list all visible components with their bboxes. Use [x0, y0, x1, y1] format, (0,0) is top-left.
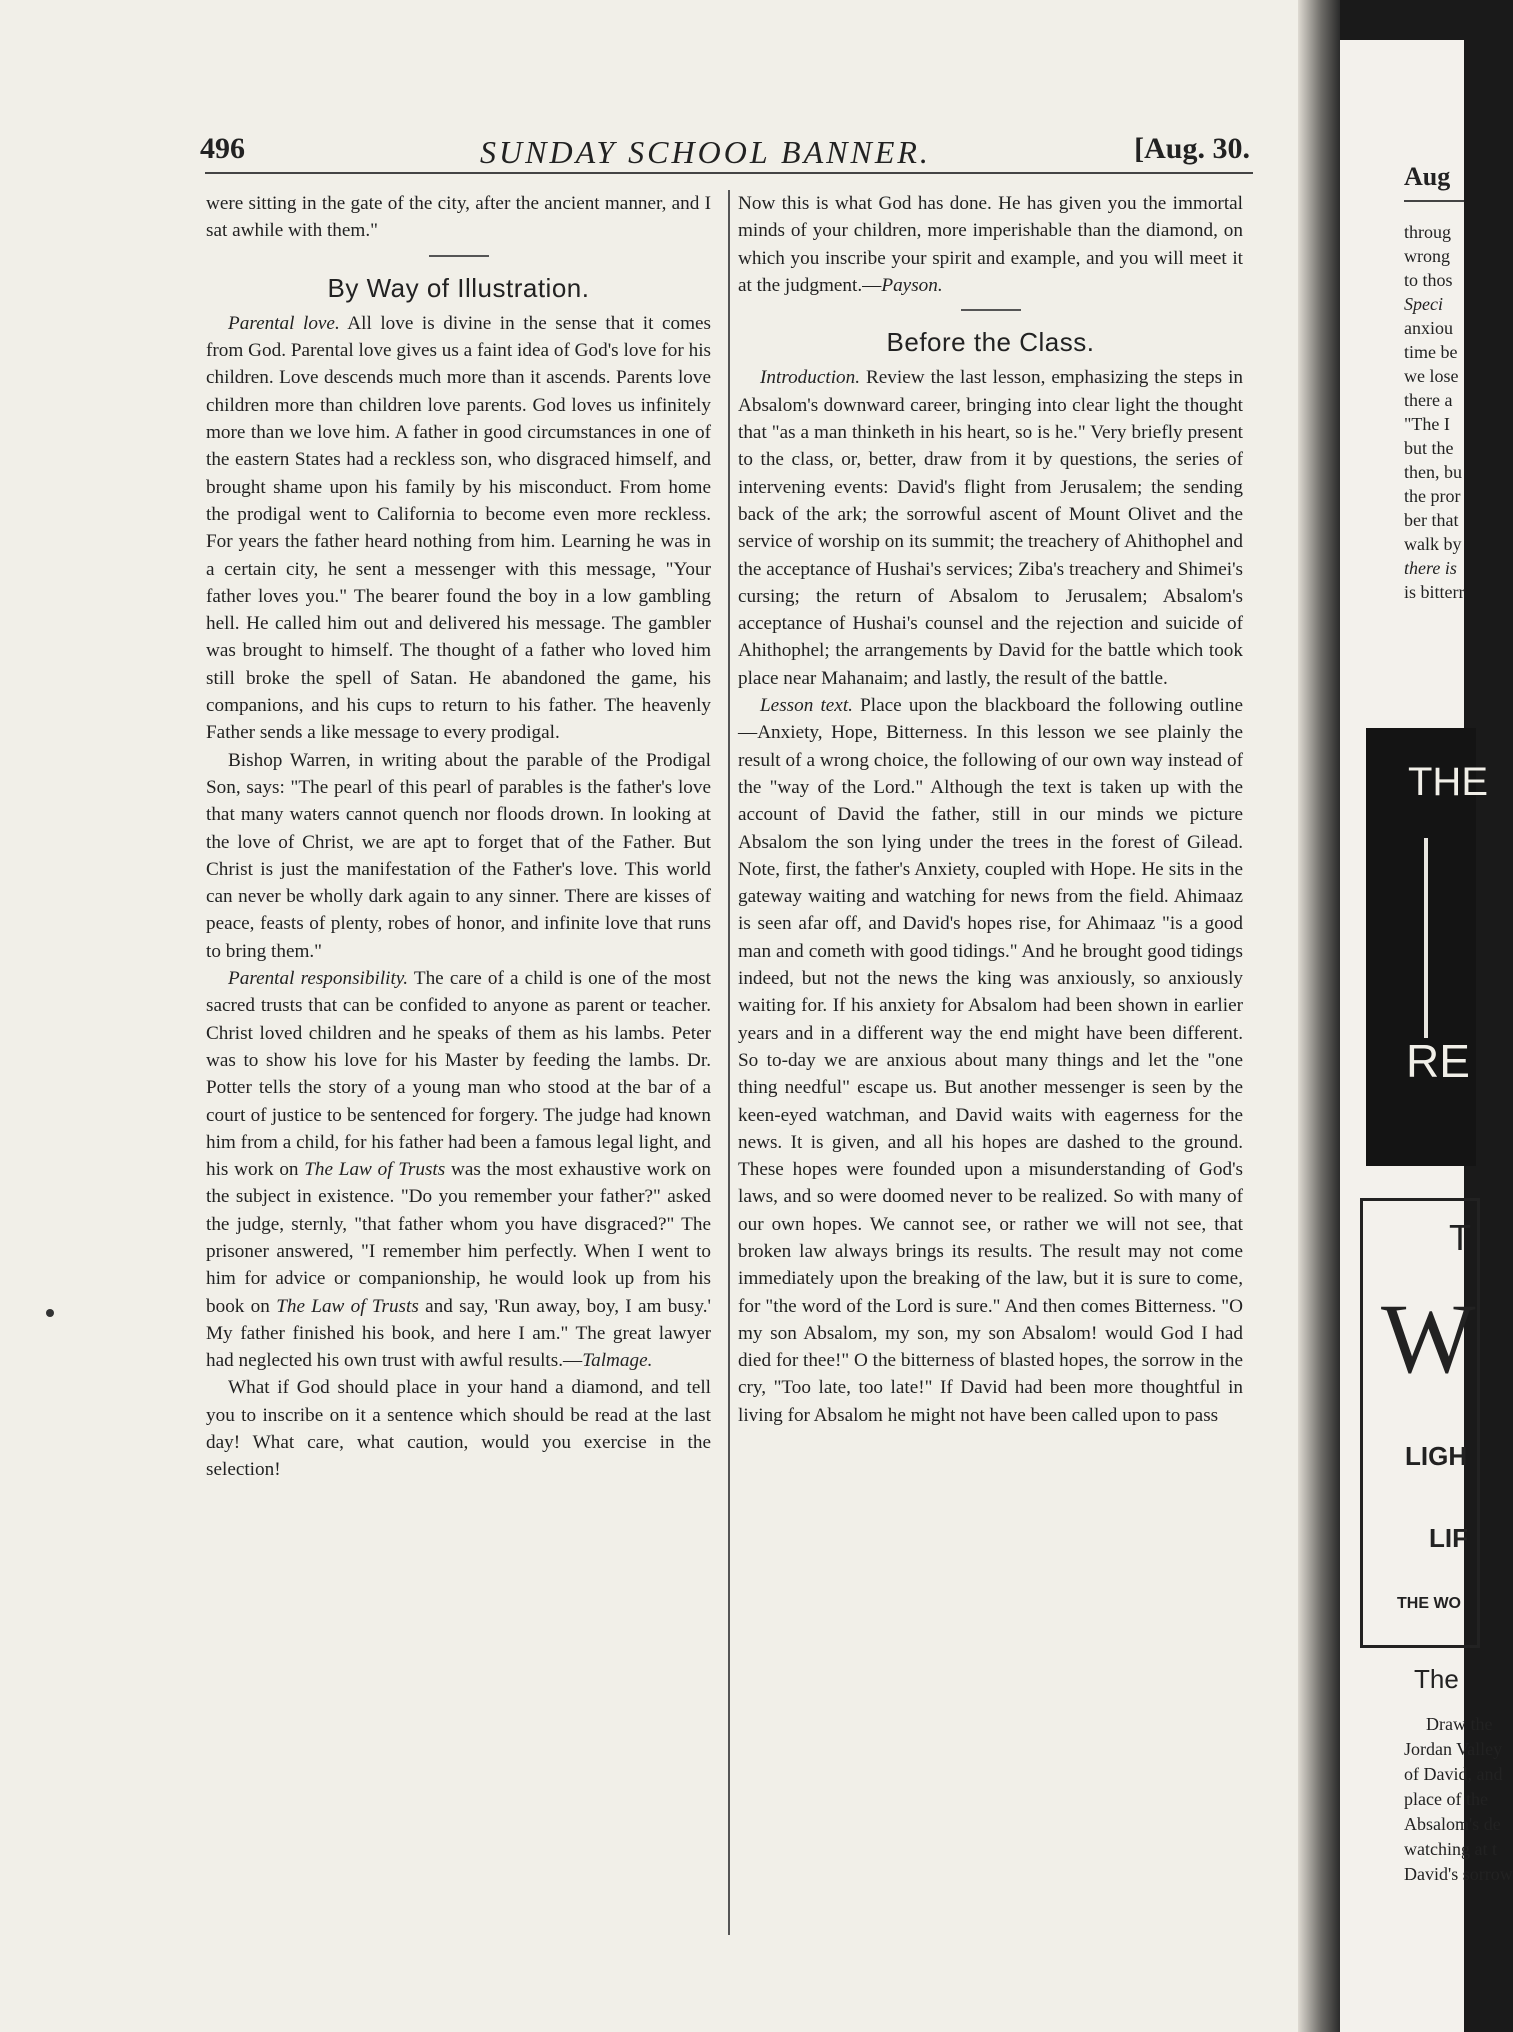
quote-author: Payson. — [881, 274, 943, 296]
paragraph-lesson-text — [738, 692, 1243, 1429]
text-line: place of the — [1404, 1789, 1488, 1809]
text-line: but the — [1404, 438, 1454, 458]
text-line: walk by — [1404, 534, 1462, 554]
paragraph-lead: Lesson text. — [760, 695, 853, 717]
text-line: then, bu — [1404, 462, 1462, 482]
text-line: wrong — [1404, 246, 1450, 266]
paragraph-body: was the most exhaustive work on the subject in existence. "Do you remember your father?" asked the judge, sternly, "that father whom you have disgraced?" The prisoner answered, "I remember him perfectly. When I went to him for advice or companionship, he would look up from his book on — [206, 1159, 711, 1317]
paragraph-bishop-warren: Bishop Warren, in writing about the parable of the Prodigal Son, says: "The pearl of this pearl of parables is the father's love that many waters cannot quench nor floods drown. In looking at the love of Christ, we are apt to forget that of the Father. But Christ is just the manifestation of the Father's love. This world can never be wholly dark again to any sinner. There are kisses of peace, feasts of plenty, robes of honor, and infinite love that runs to bring them." — [206, 749, 711, 962]
left-column — [206, 190, 711, 1940]
paragraph-body: The care of a child is one of the most sacred trusts that can be confided to anyone as parent or teacher. Christ loved children and he speaks of them as his lambs. Peter was to show his love for his Master by feeding the lambs. Dr. Potter tells the story of a young man who stood at the bar of a court of justice to be sentenced for forgery. The judge had known him from a child, for his father had been a famous legal light, and his work on — [206, 968, 711, 1181]
text-line: we lose — [1404, 366, 1459, 386]
margin-mark — [46, 1309, 54, 1317]
right-lower-text — [1404, 1712, 1513, 1887]
text-line: Jordan Valley — [1404, 1739, 1503, 1759]
book-gutter — [1298, 0, 1340, 2032]
right-header: Aug — [1404, 162, 1451, 191]
text-line: Draw the — [1426, 1714, 1493, 1734]
paragraph-body: All love is divine in the sense that it comes from God. Parental love gives us a faint idea of God's love for his children. Love descends much more than it ascends. Parents love children more than children love parents. God loves us infinitely more than we love him. A father in good circumstances in one of the eastern States had a reckless son, who disgraced himself, and brought shame upon his family by his misconduct. From home the prodigal went to California to become even more reckless. For years the father heard nothing from him. Learning he was in a certain city, he sent a messenger with this message, "Your father loves you." The bearer found the boy in a low gambling hell. He called him out and delivered his message. The gambler was brought to himself. The thought of a father who loved him still broke the spell of Satan. He abandoned the game, his companions, and his cups to return to his father. The heavenly Father sends a like message to every prodigal. — [206, 312, 711, 744]
text-line: anxiou — [1404, 318, 1453, 338]
ad-text: RE — [1406, 1035, 1470, 1087]
text-line: watching at t — [1404, 1839, 1497, 1859]
page-number: 496 — [200, 132, 245, 165]
continuation-paragraph — [738, 190, 1243, 299]
text-line: ber that — [1404, 510, 1459, 530]
advertisement-framed — [1360, 1198, 1480, 1648]
ad-text: THE WO — [1397, 1595, 1461, 1612]
ad-text: LIF — [1429, 1523, 1468, 1553]
paragraph-body: Review the last lesson, emphasizing the steps in Absalom's downward career, bringing into clear light the thought that "as a man thinketh in his heart, so is he." Very briefly present to the class, or, better, draw from it by questions, the series of intervening events: David's flight from Jerusalem; the sending back of the ark; the sorrowful ascent of Mount Olivet and the service of worship on its summit; the treachery of Ahithophel and the acceptance of Hushai's services; Ziba's treachery and Shimei's cursing; the return of Absalom to Jerusalem; Absalom's acceptance of Hushai's counsel and the rejection and suicide of Ahithophel; the arrangements by David for the battle which took place near Mahanaim; and lastly, the result of the battle. — [738, 367, 1243, 689]
continuation-paragraph: were sitting in the gate of the city, after the ancient manner, and I sat awhile with them." — [206, 193, 711, 242]
candle-illustration — [1424, 838, 1428, 1038]
ad-text: THE — [1408, 760, 1488, 804]
text-line: is bitterr — [1404, 582, 1465, 602]
right-text-lines — [1404, 220, 1465, 604]
text-line: Absalom's de — [1404, 1814, 1501, 1834]
paragraph-lead: Parental love. — [228, 312, 340, 334]
text-line: David's sorrow — [1404, 1864, 1513, 1884]
section-heading-before-class: Before the Class. — [886, 327, 1095, 358]
book-title: The Law of Trusts — [276, 1295, 419, 1317]
publication-title: SUNDAY SCHOOL BANNER. — [480, 134, 931, 170]
middle-column — [738, 190, 1243, 1940]
section-divider — [961, 309, 1021, 311]
quote-author: Talmage. — [582, 1350, 653, 1372]
paragraph-body: Now this is what God has done. He has given you the immortal minds of your children, more imperishable than the diamond, on which you inscribe your spirit and example, and you will meet it at the judgment.— — [738, 193, 1243, 296]
right-page-edge — [1340, 40, 1513, 2032]
paragraph-body: and say, 'Run away, boy, I am busy.' My father finished his book, and here I am." The great lawyer had neglected his own trust with awful results.— — [206, 1295, 712, 1372]
text-line: of David, and — [1404, 1764, 1503, 1784]
text-line: there is — [1404, 558, 1457, 578]
paragraph-parental-responsibility — [206, 965, 711, 1374]
paragraph-body: Place upon the blackboard the following outline—Anxiety, Hope, Bitterness. In this lesson we see plainly the result of a wrong choice, the following of our own way instead of the "way of the Lord." Although the text is taken up with the account of David the father, still in our minds we picture Absalom the son lying under the trees in the forest of Gilead. Note, first, the father's Anxiety, coupled with Hope. He sits in the gateway waiting and watching for news from the field. Ahimaaz is seen afar off, and David's hopes rise, for Ahimaaz "is a good man and cometh with good tidings." And he brought good tidings indeed, but not the news the king was anxiously, so anxiously waiting for. If his anxiety for Absalom had been shown in earlier years and in a different way the end might have been different. So to-day we are anxious about many things and let the "one thing needful" escape us. But another messenger is seen by the keen-eyed watchman, and David waits with eagerness for the news. It is given, and all his hopes are dashed to the ground. These hopes were founded upon a misunderstanding of God's laws, and so were doomed never to be realized. So with many of our own hopes. We cannot see, or rather we will not see, that broken law always brings its results. The result may not come immediately upon the breaking of the law, but it is sure to come, for "the word of the Lord is sure." And then comes Bitterness. "O my son Absalom, my son, my son Absalom! would God I had died for thee!" O the bitterness of blasted hopes, the sorrow in the cry, "Too late, too late!" If David had been more thoughtful in living for Absalom he might not have been called upon to pass — [738, 695, 1243, 1426]
advertisement-dark — [1366, 728, 1488, 1166]
ad-text: W — [1381, 1283, 1476, 1394]
ad-text: LIGH — [1405, 1441, 1468, 1471]
paragraph-introduction — [738, 364, 1243, 692]
header-rule — [205, 172, 1253, 174]
text-line: Speci — [1404, 294, 1443, 314]
book-title: The Law of Trusts — [304, 1159, 446, 1181]
paragraph-diamond: What if God should place in your hand a diamond, and tell you to inscribe on it a sentence which should be read at the last day! What care, what caution, would you exercise in the selection! — [206, 1377, 711, 1481]
text-line: time be — [1404, 342, 1458, 362]
ad-text: T — [1449, 1217, 1471, 1258]
right-section-heading: The — [1414, 1664, 1459, 1694]
text-line: to thos — [1404, 270, 1453, 290]
text-line: throug — [1404, 222, 1451, 242]
issue-date: [Aug. 30. — [1134, 132, 1250, 165]
column-separator — [728, 190, 730, 1935]
text-line: "The I — [1404, 414, 1450, 434]
text-line: there a — [1404, 390, 1453, 410]
paragraph-parental-love — [206, 310, 711, 747]
paragraph-lead: Parental responsibility. — [228, 968, 409, 990]
paragraph-lead: Introduction. — [760, 367, 861, 389]
right-header-rule — [1404, 200, 1464, 202]
text-line: the pror — [1404, 486, 1461, 506]
section-heading-illustration: By Way of Illustration. — [327, 272, 590, 303]
section-divider — [429, 255, 489, 257]
running-header — [200, 124, 1250, 184]
